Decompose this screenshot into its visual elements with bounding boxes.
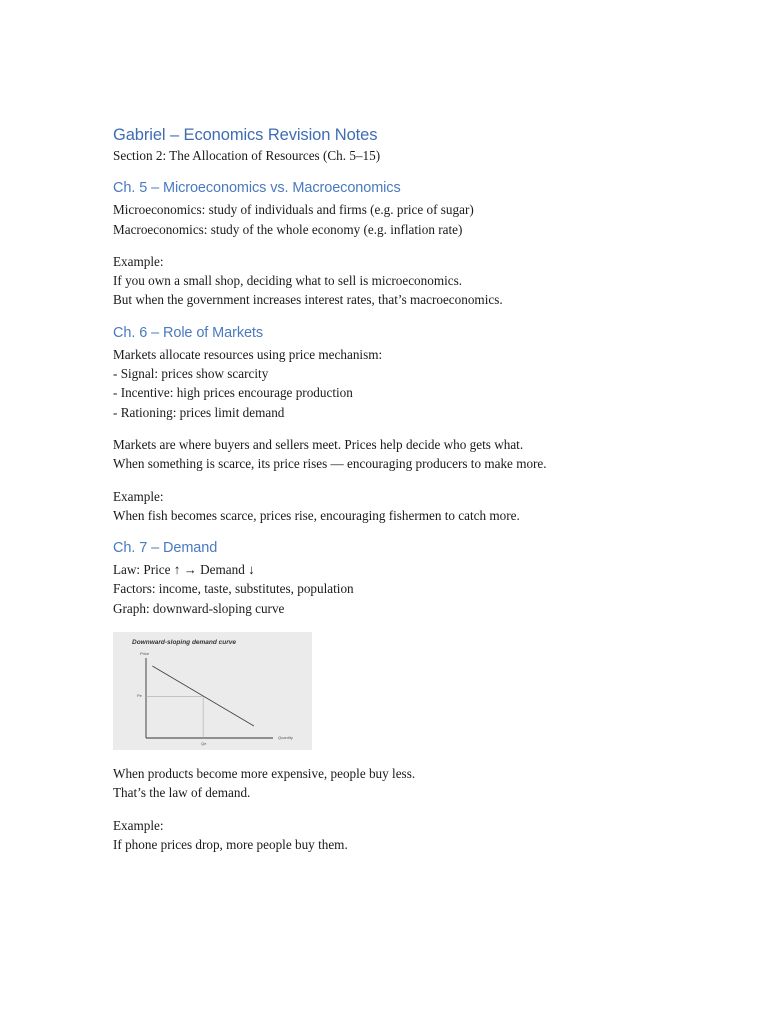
ch7-line: Graph: downward-sloping curve — [113, 600, 285, 616]
ch5-line: Microeconomics: study of individuals and firms (e.g. price of sugar) — [113, 202, 474, 218]
ch5-line: Macroeconomics: study of the whole economy (e.g. inflation rate) — [113, 221, 463, 237]
y-axis-label: Price — [140, 651, 150, 657]
ch6-bullet: - Incentive: high prices encourage production — [113, 385, 353, 401]
ch6-bullet: - Rationing: prices limit demand — [113, 404, 285, 420]
demand-chart-svg — [113, 632, 312, 750]
ch7-paragraph-line: When products become more expensive, people buy less. — [113, 766, 416, 782]
ch7-heading: Ch. 7 – Demand — [113, 540, 218, 557]
ch7-line: Law: Price ↑ → Demand ↓ — [113, 562, 255, 578]
ch6-heading: Ch. 6 – Role of Markets — [113, 324, 264, 341]
ch6-example-line: When fish becomes scarce, prices rise, encouraging fishermen to catch more. — [113, 507, 520, 523]
qe-marker-label: Qe — [201, 741, 207, 747]
ch5-example-label: Example: — [113, 253, 164, 269]
ch6-paragraph-line: Markets are where buyers and sellers meet. Prices help decide who gets what. — [113, 436, 524, 452]
ch6-bullet: - Signal: prices show scarcity — [113, 366, 269, 382]
section-subtitle: Section 2: The Allocation of Resources (Ch. 5–15) — [113, 148, 381, 163]
ch7-example-label: Example: — [113, 817, 164, 833]
ch5-example-line: But when the government increases interest rates, that’s macroeconomics. — [113, 292, 503, 308]
pe-marker-label: Pe — [137, 693, 142, 699]
document-page — [113, 124, 673, 854]
ch5-example-line: If you own a small shop, deciding what to sell is microeconomics. — [113, 273, 463, 289]
demand-curve-figure — [113, 632, 312, 750]
ch7-line: Factors: income, taste, substitutes, population — [113, 581, 354, 597]
ch6-example-label: Example: — [113, 488, 164, 504]
ch7-example-line: If phone prices drop, more people buy them. — [113, 836, 348, 852]
ch5-heading: Ch. 5 – Microeconomics vs. Macroeconomics — [113, 180, 401, 197]
ch6-paragraph-line: When something is scarce, its price rises — encouraging producers to make more. — [113, 456, 547, 472]
ch7-paragraph-line: That’s the law of demand. — [113, 785, 251, 801]
chart-title: Downward-sloping demand curve — [132, 639, 237, 647]
x-axis-label: Quantity — [278, 735, 293, 741]
ch6-line: Markets allocate resources using price mechanism: — [113, 346, 383, 362]
document-title: Gabriel – Economics Revision Notes — [113, 126, 378, 144]
